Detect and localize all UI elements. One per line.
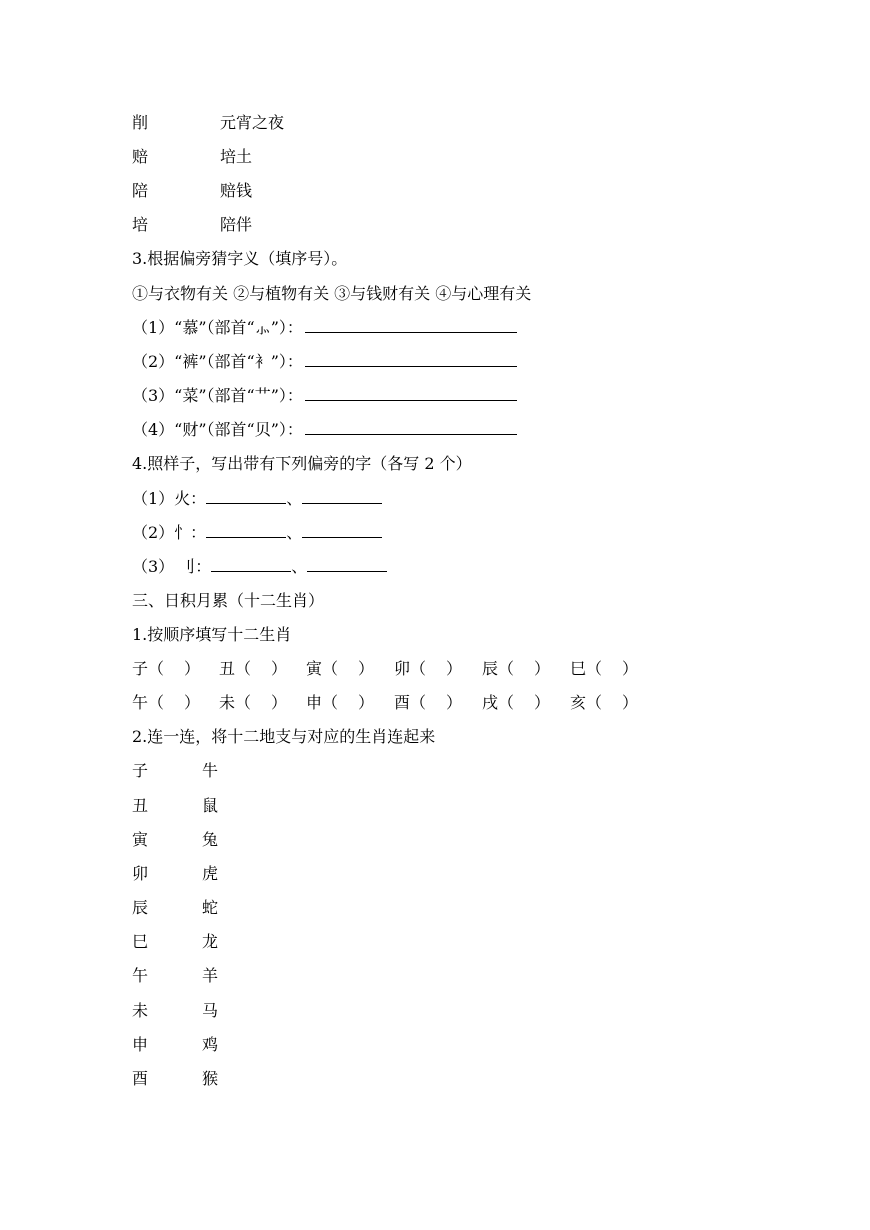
question-3-options: ①与衣物有关 ②与植物有关 ③与钱财有关 ④与心理有关 (132, 284, 532, 303)
zodiac-label: 午（ (132, 693, 165, 712)
question-4-title: 4.照样子，写出带有下列偏旁的字（各写 2 个） (132, 454, 472, 473)
answer-blank[interactable] (307, 557, 387, 572)
paren-close: ） (534, 659, 551, 678)
zodiac-cell[interactable] (132, 659, 200, 679)
paren-close: ） (622, 659, 639, 678)
question-3-item-label: （4）“财”（部首“贝”）： (132, 420, 303, 439)
match-right[interactable]: 鼠 (202, 796, 219, 815)
zodiac-label: 申（ (306, 693, 339, 712)
match-left[interactable]: 未 (132, 1001, 149, 1020)
paren-close: ） (184, 659, 201, 678)
zodiac-cell[interactable] (394, 693, 462, 713)
match-left[interactable]: 寅 (132, 830, 149, 849)
question-3-item (132, 386, 517, 406)
match-right: 培土 (220, 147, 253, 166)
question-3-title: 3.根据偏旁猜字义（填序号）。 (132, 249, 348, 268)
zodiac-label: 丑（ (219, 659, 252, 678)
zodiac-label: 戌（ (482, 693, 515, 712)
zodiac-row-2 (132, 693, 652, 713)
match-right[interactable]: 牛 (202, 761, 219, 780)
paren-close: ） (446, 693, 463, 712)
zodiac-label: 亥（ (570, 693, 603, 712)
zodiac-cell[interactable] (394, 659, 462, 679)
match-left: 赔 (132, 147, 149, 166)
match-left: 削 (132, 113, 149, 132)
paren-close: ） (358, 659, 375, 678)
zodiac-row-1 (132, 659, 652, 679)
zodiac-label: 子（ (132, 659, 165, 678)
question-3-item-label: （3）“菜”（部首“艹”）： (132, 386, 303, 405)
question-3-item (132, 318, 517, 338)
match-left[interactable]: 午 (132, 966, 149, 985)
match-right[interactable]: 兔 (202, 830, 219, 849)
paren-close: ） (622, 693, 639, 712)
match-left[interactable]: 辰 (132, 898, 149, 917)
question-4-item (132, 557, 387, 577)
paren-close: ） (358, 693, 375, 712)
answer-blank[interactable] (302, 523, 382, 538)
section-3-title: 三、日积月累（十二生肖） (132, 591, 325, 610)
match-right[interactable]: 羊 (202, 966, 219, 985)
question-4-item-label: （2）忄： (132, 523, 207, 542)
separator: 、 (286, 523, 303, 542)
answer-blank[interactable] (305, 352, 517, 367)
zodiac-cell[interactable] (482, 693, 550, 713)
zodiac-label: 寅（ (306, 659, 339, 678)
zodiac-label: 辰（ (482, 659, 515, 678)
question-4-item-label: （1）火： (132, 489, 207, 508)
question-3-item-label: （1）“慕”（部首“⺗”）： (132, 318, 303, 337)
paren-close: ） (271, 659, 288, 678)
match-right: 元宵之夜 (220, 113, 285, 132)
zodiac-cell[interactable] (482, 659, 550, 679)
zodiac-label: 巳（ (570, 659, 603, 678)
question-4-item (132, 489, 382, 509)
match-left: 陪 (132, 181, 149, 200)
match-left: 培 (132, 215, 149, 234)
match-left[interactable]: 子 (132, 761, 149, 780)
match-left[interactable]: 酉 (132, 1069, 149, 1088)
paren-close: ） (184, 693, 201, 712)
match-right[interactable]: 龙 (202, 932, 219, 951)
match-right[interactable]: 蛇 (202, 898, 219, 917)
answer-blank[interactable] (305, 386, 517, 401)
match-left[interactable]: 卯 (132, 864, 149, 883)
answer-blank[interactable] (305, 318, 517, 333)
zodiac-label: 未（ (219, 693, 252, 712)
match-right[interactable]: 虎 (202, 864, 219, 883)
separator: 、 (291, 557, 308, 576)
answer-blank[interactable] (302, 489, 382, 504)
zodiac-cell[interactable] (306, 693, 374, 713)
answer-blank[interactable] (206, 523, 286, 538)
match-right: 陪伴 (220, 215, 253, 234)
match-right: 赔钱 (220, 181, 253, 200)
zodiac-cell[interactable] (306, 659, 374, 679)
match-right[interactable]: 马 (202, 1001, 219, 1020)
match-right[interactable]: 鸡 (202, 1035, 219, 1054)
answer-blank[interactable] (305, 420, 517, 435)
answer-blank[interactable] (211, 557, 291, 572)
zodiac-label: 卯（ (394, 659, 427, 678)
match-left[interactable]: 巳 (132, 932, 149, 951)
match-left[interactable]: 丑 (132, 796, 149, 815)
paren-close: ） (534, 693, 551, 712)
question-3-item (132, 352, 517, 372)
question-4-item-label: （3） 刂： (132, 557, 212, 576)
paren-close: ） (271, 693, 288, 712)
zodiac-cell[interactable] (570, 659, 638, 679)
question-3-item (132, 420, 517, 440)
separator: 、 (286, 489, 303, 508)
section-3-q2-title: 2.连一连，将十二地支与对应的生肖连起来 (132, 727, 436, 746)
zodiac-cell[interactable] (132, 693, 200, 713)
zodiac-cell[interactable] (570, 693, 638, 713)
zodiac-label: 酉（ (394, 693, 427, 712)
question-3-item-label: （2）“裤”（部首“衤”）： (132, 352, 303, 371)
match-right[interactable]: 猴 (202, 1069, 219, 1088)
zodiac-cell[interactable] (219, 693, 287, 713)
paren-close: ） (446, 659, 463, 678)
zodiac-cell[interactable] (219, 659, 287, 679)
answer-blank[interactable] (206, 489, 286, 504)
match-left[interactable]: 申 (132, 1035, 149, 1054)
question-4-item (132, 523, 382, 543)
section-3-q1-title: 1.按顺序填写十二生肖 (132, 625, 292, 644)
